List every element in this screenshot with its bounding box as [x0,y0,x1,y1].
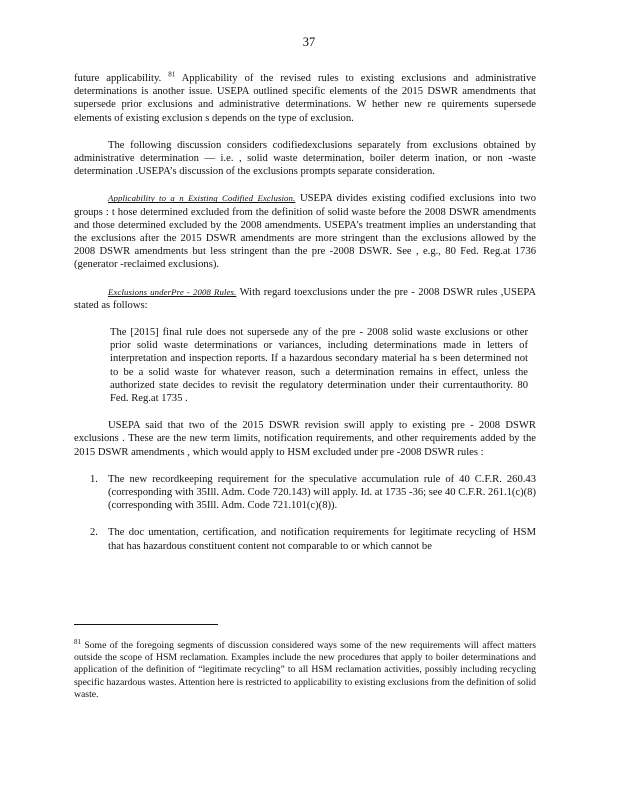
paragraph-rest: Applicability of the revised rules to existing exclusions and administrative determinations is another issue. USEPA outlined specific elements of the 2015 DSWR amendments that supersede prior exclusions and administrative determinations. W hether new re quirements supersede elements of existing exclusion s depends on the type of exclusion. [74,73,536,124]
paragraph-pre-2008-text: With regard toexclusions under the pre - 2008 DSWR rules ,USEPA stated as follows: [74,286,536,311]
list-item [74,473,536,513]
paragraph-lead: future applicability. [74,73,162,84]
list-number: 2. [90,527,98,539]
paragraph-two-revisions: USEPA said that two of the 2015 DSWR revision swill apply to existing pre - 2008 DSWR exclusions . These are the new term limits, notification requirements, and other requirements added by the 2015 DSWR amendments , which would apply to HSM excluded under pre -2008 DSWR rules : [74,420,536,458]
list-item-text: The doc umentation, certification, and notification requirements for legitimate recycling of HSM that has hazardous constituent content not comparable to or which cannot be [108,527,536,552]
list-item [74,526,536,552]
footnote-mark: 81 [74,637,81,646]
footnote-text: Some of the foregoing segments of discussion considered ways some of the new requirements will affect matters outside the scope of HSM reclamation. Examples include the new procedures that apply to boiler determinations and application of the definition of “legitimate recycling” to all HSM reclamation activities, possibly including recycling specific hazardous wastes. Attention here is restricted to applicability to existing exclusions from the definition of solid waste. [74,640,537,700]
numbered-list [74,473,536,553]
run-in-heading-pre-2008: Exclusions underPre - 2008 Rules. [108,286,237,297]
run-in-heading-codified: Applicability to a n Existing Codified Exclusion. [108,193,296,204]
list-item-text: The new recordkeeping requirement for the speculative accumulation rule of 40 C.F.R. 260.43 (corresponding with 35Ill. Adm. Code 720.143) will apply. Id. at 1735 -36; see 40 C.F.R. 261.1(c)(8) (corresponding with 35Ill. Adm. Code 721.101(c)(8)). [108,473,536,512]
block-quote: The [2015] final rule does not supersede any of the pre - 2008 solid waste exclusions or other prior solid waste determinations or variances, including determinations made in letters of interpretation and inspection reports. If a hazardous secondary material ha s been determined not to be a solid waste for whatever reason, such a determination remains in effect, unless the authorized state decides to revisit the regulatory determination under their currentauthority. 80 Fed. Reg.at 1735 . [110,327,528,405]
footnote [74,637,537,701]
paragraph-applicability [74,72,536,125]
paragraph-codified-text: USEPA divides existing codified exclusions into two groups : t hose determined excluded from the definition of solid waste before the 2008 DSWR amendments and those determined excluded by the 2008 amendments. USEPA’s treatment implies an understanding that the exclusions after the 2015 DSWR amendments are more stringent than the exclusions allowed by the 2008 DSWR amendments but less stringent than the pre -2008 DSWR. See , e.g., 80 Fed. Reg.at 1736 (generator -reclaimed exclusions). [74,193,536,271]
paragraph-codified [74,192,536,271]
paragraph-discussion: The following discussion considers codifiedexclusions separately from exclusions obtained by administrative determination — i.e. , solid waste determination, boiler determ ination, or non -waste determination .USEPA’s discussion of the exclusions prompts separate consideration. [74,139,536,178]
list-number: 1. [90,473,98,485]
footnote-reference: 81 [168,70,176,79]
paragraph-pre-2008 [74,286,536,312]
body-text [74,72,536,553]
page-number: 37 [302,35,316,49]
footnote-separator [74,624,218,625]
